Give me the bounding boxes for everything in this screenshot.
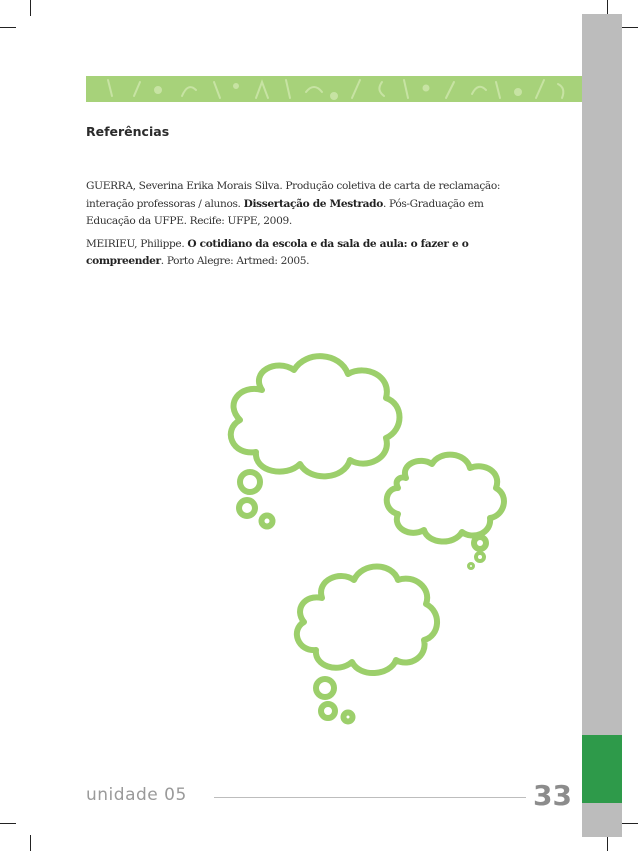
thought-bubble-dot — [474, 537, 486, 549]
reference-text: GUERRA, Severina Erika Morais Silva. Produção coletiva de carta de reclamação: interação professoras / alunos. — [86, 180, 501, 210]
page-number: 33 — [533, 779, 572, 812]
reference-text: MEIRIEU, Philippe. — [86, 237, 188, 250]
thought-bubble-dot — [344, 713, 353, 722]
thought-bubble-dot — [321, 704, 335, 718]
section-title: Referências — [86, 124, 170, 139]
reference-text: . Pós-Graduação em Educação da UFPE. Recife: UFPE, 2009. — [86, 197, 484, 227]
thought-bubble-dot — [476, 553, 484, 561]
reference-title: O cotidiano da escola e da sala de aula: o fazer e o compreender — [86, 237, 469, 267]
thought-cloud-large — [231, 356, 400, 476]
thought-bubble-dot — [316, 679, 334, 697]
footer-divider — [214, 797, 526, 798]
thought-bubble-dot — [239, 500, 255, 516]
thought-bubble-dot — [262, 516, 273, 527]
thought-cloud-medium — [297, 567, 437, 674]
thought-bubble-dot — [469, 564, 474, 569]
unit-label: unidade 05 — [86, 785, 187, 805]
reference-title: Dissertação de Mestrado — [243, 197, 383, 210]
thought-cloud-small — [387, 455, 504, 542]
thought-bubble-dot — [240, 472, 260, 492]
reference-text: . Porto Alegre: Artmed: 2005. — [160, 255, 310, 267]
